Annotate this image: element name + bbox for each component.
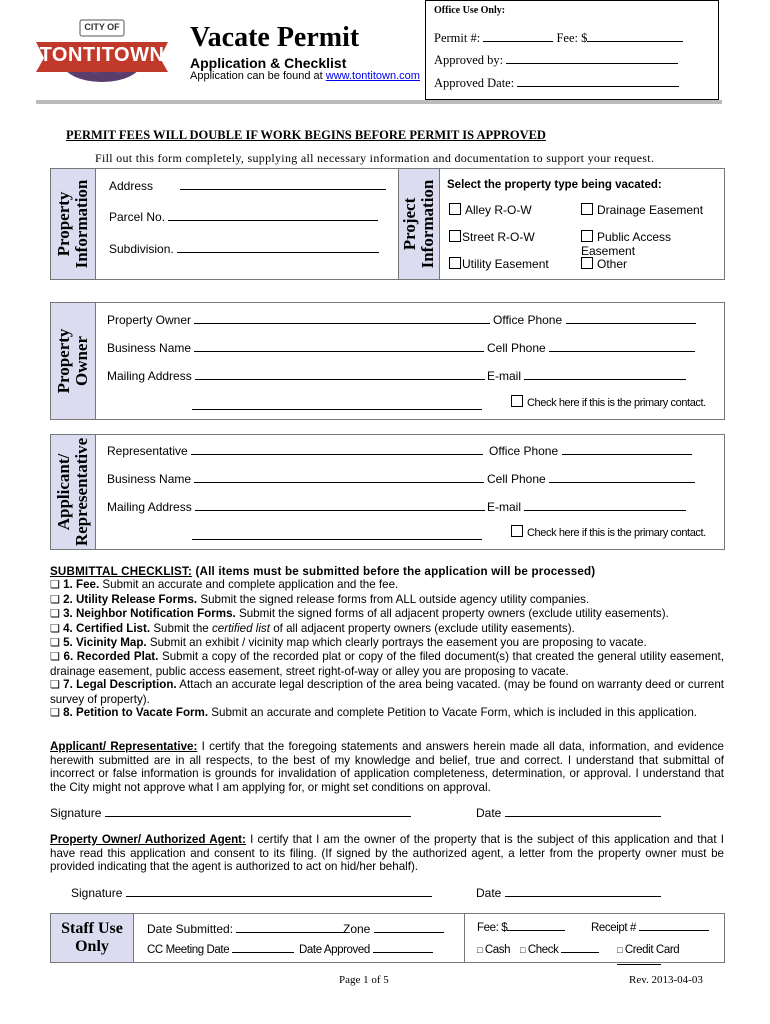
checklist-item-1: ❏ 1. Fee. Submit an accurate and complete application and the fee.	[50, 578, 399, 592]
applicant-label: Applicant/ Representative	[54, 437, 91, 547]
property-info-label: Property Information	[54, 179, 91, 269]
public-access-checkbox[interactable]	[581, 230, 593, 242]
checklist-item-5: ❏ 5. Vicinity Map. Submit an exhibit / vicinity map which clearly portrays the easement you are proposing to vacate.	[50, 636, 647, 650]
checkbox-icon[interactable]: ❏	[50, 637, 60, 650]
checkbox-icon[interactable]: ❏	[50, 593, 60, 606]
page-title: Vacate Permit	[190, 22, 360, 53]
rep-name-field[interactable]	[191, 454, 483, 455]
rep-mailing-line-2[interactable]	[192, 539, 482, 540]
checkbox-icon[interactable]: ❏	[50, 679, 60, 692]
receipt-row: Receipt #	[591, 922, 709, 934]
applicant-signature-row: Signature	[50, 806, 411, 820]
option-utility[interactable]: Utility Easement	[449, 257, 549, 271]
revision-date: Rev. 2013-04-03	[629, 974, 703, 986]
logo-name: TONTITOWN	[39, 44, 165, 66]
owner-signature-row: Signature	[71, 886, 432, 900]
rep-mailing-field[interactable]	[195, 510, 485, 511]
subdivision-row: Subdivision.	[109, 242, 379, 256]
owner-primary-contact[interactable]: Check here if this is the primary contact.	[511, 395, 706, 409]
office-use-box	[425, 0, 719, 100]
date-approved-row: Date Approved	[299, 944, 433, 956]
rep-mailing-row: Mailing Address	[107, 500, 485, 514]
owner-name-row: Property Owner	[107, 313, 490, 327]
permit-row: Permit #: Fee: $	[434, 31, 714, 46]
alley-checkbox[interactable]	[449, 203, 461, 215]
check-number-field[interactable]	[561, 952, 599, 953]
option-public-access[interactable]: Public Access Easement	[581, 230, 672, 258]
staff-fee-row: Fee: $	[477, 922, 565, 934]
property-info-label-cell	[51, 169, 96, 279]
owner-certification: Property Owner/ Authorized Agent: I certify that I am the owner of the property that is the subject of this application and that I have read this application and consent to its filing. (If signed by the authorized agent, a letter from the property owner must be provided indicating that the agent is authorized to act on hid/her behalf).	[50, 833, 724, 873]
property-owner-section	[50, 302, 725, 420]
date-approved-field[interactable]	[373, 952, 433, 953]
rep-email-field[interactable]	[524, 510, 686, 511]
property-project-section	[50, 168, 725, 280]
applicant-signature-field[interactable]	[105, 816, 411, 817]
owner-office-phone-row: Office Phone	[493, 313, 696, 327]
checkbox-icon[interactable]: ❏	[50, 622, 60, 635]
date-submitted-field[interactable]	[236, 932, 346, 933]
rep-primary-contact[interactable]: Check here if this is the primary contact.	[511, 525, 706, 539]
receipt-field[interactable]	[639, 930, 709, 931]
rep-cell-row: Cell Phone	[487, 472, 695, 486]
rep-name-row: Representative	[107, 444, 483, 458]
owner-date-field[interactable]	[505, 896, 661, 897]
option-street[interactable]: Street R-O-W	[449, 230, 535, 244]
checkbox-icon[interactable]: ❏	[50, 707, 60, 720]
staff-use-section	[50, 913, 725, 963]
cc-meeting-field[interactable]	[232, 952, 294, 953]
owner-label-cell	[51, 303, 96, 419]
applicant-date-field[interactable]	[505, 816, 661, 817]
city-logo	[32, 18, 172, 88]
address-field[interactable]	[180, 189, 386, 190]
approved-date-row: Approved Date:	[434, 76, 679, 91]
checkbox-icon[interactable]: ❏	[50, 651, 60, 664]
credit-option[interactable]: □ Credit Card	[617, 944, 724, 968]
property-type-heading: Select the property type being vacated:	[447, 179, 662, 191]
parcel-row: Parcel No.	[109, 210, 378, 224]
approved-date-field[interactable]	[517, 86, 679, 87]
utility-checkbox[interactable]	[449, 257, 461, 269]
owner-office-phone-field[interactable]	[566, 323, 696, 324]
address-row: Address	[109, 179, 386, 193]
approved-by-row: Approved by:	[434, 53, 678, 68]
rep-cell-field[interactable]	[549, 482, 695, 483]
owner-label: Property Owner	[54, 328, 91, 394]
applicant-certification: Applicant/ Representative: I certify that the foregoing statements and answers herein made all data, information, and evidence herewith submitted are in all respects, to the best of my knowledge and belief, true and correct. I understand that submittal of incorrect or false information is grounds for invalidation of application completeness, determination, or approval. I understand that the City might not approve what I am applying for, or might set conditions on approval.	[50, 740, 725, 794]
fee-warning: PERMIT FEES WILL DOUBLE IF WORK BEGINS BEFORE PERMIT IS APPROVED	[66, 128, 546, 142]
check-checkbox-icon[interactable]: □	[520, 945, 526, 955]
option-other[interactable]: Other	[581, 257, 627, 271]
checklist-item-2: ❏ 2. Utility Release Forms. Submit the signed release forms from ALL outside agency utility companies.	[50, 592, 590, 606]
zone-field[interactable]	[374, 932, 444, 933]
checklist-item-6: ❏ 6. Recorded Plat. Submit a copy of the recorded plat or copy of the filed document(s) that created the general utility easement, drainage easement, public access easement, street right-of-way or alley you are proposing to vacate.	[50, 650, 724, 678]
rep-email-row: E-mail	[487, 500, 686, 514]
cash-checkbox-icon[interactable]: □	[477, 945, 483, 955]
project-info-label: Project Information	[400, 179, 437, 269]
owner-signature-field[interactable]	[126, 896, 432, 897]
project-info-label-cell	[398, 169, 440, 279]
applicant-section	[50, 434, 725, 550]
page-subtitle: Application & Checklist	[190, 55, 347, 71]
checklist-item-4: ❏ 4. Certified List. Submit the certified list of all adjacent property owners (exclude utility easements).	[50, 621, 575, 635]
header-divider	[36, 100, 722, 104]
owner-cell-field[interactable]	[549, 351, 695, 352]
credit-field[interactable]	[617, 964, 661, 965]
owner-email-row: E-mail	[487, 369, 686, 383]
checklist-item-7: ❏ 7. Legal Description. Attach an accurate legal description of the area being vacated. (may be found on warranty deed or current survey of property).	[50, 678, 724, 706]
instruction-text: Fill out this form completely, supplying all necessary information and documentation to support your request.	[95, 151, 655, 165]
checkbox-icon[interactable]: ❏	[50, 608, 60, 621]
application-found-text: Application can be found at www.tontitown.com	[190, 70, 420, 82]
staff-fee-field[interactable]	[507, 930, 565, 931]
owner-mailing-row: Mailing Address	[107, 369, 485, 383]
rep-office-phone-field[interactable]	[562, 454, 692, 455]
parcel-field[interactable]	[168, 220, 378, 221]
owner-date-row: Date	[476, 886, 661, 900]
approved-by-field[interactable]	[506, 63, 678, 64]
staff-divider	[464, 914, 465, 962]
check-option[interactable]: □ Check	[520, 944, 599, 956]
owner-name-field[interactable]	[194, 323, 490, 324]
owner-mailing-line-2[interactable]	[192, 409, 482, 410]
street-checkbox[interactable]	[449, 230, 461, 242]
subdivision-field[interactable]	[177, 252, 379, 253]
checkbox-icon[interactable]: ❏	[50, 579, 60, 592]
rep-business-field[interactable]	[194, 482, 484, 483]
checklist-heading: SUBMITTAL CHECKLIST: (All items must be submitted before the application will be processed)	[50, 565, 596, 578]
fee-field[interactable]	[587, 41, 683, 42]
drainage-checkbox[interactable]	[581, 203, 593, 215]
checklist-item-3: ❏ 3. Neighbor Notification Forms. Submit the signed forms of all adjacent property owners (exclude utility easements).	[50, 607, 669, 621]
owner-cell-row: Cell Phone	[487, 341, 695, 355]
owner-business-field[interactable]	[194, 351, 484, 352]
credit-checkbox-icon[interactable]: □	[617, 945, 623, 955]
logo-city-of: CITY OF	[84, 22, 120, 32]
rep-office-phone-row: Office Phone	[489, 444, 692, 458]
option-alley[interactable]: Alley R-O-W	[449, 203, 532, 217]
submittal-checklist	[50, 565, 724, 720]
staff-label-cell: Staff Use Only	[51, 914, 134, 962]
permit-number-field[interactable]	[483, 41, 553, 42]
owner-email-field[interactable]	[524, 379, 686, 380]
checklist-item-8: ❏ 8. Petition to Vacate Form. Submit an accurate and complete Petition to Vacate Form, which is included in this application.	[50, 706, 697, 720]
office-use-title: Office Use Only:	[434, 5, 506, 16]
website-link[interactable]: www.tontitown.com	[325, 70, 420, 82]
cash-option[interactable]: □ Cash	[477, 944, 511, 956]
rep-business-row: Business Name	[107, 472, 484, 486]
owner-business-row: Business Name	[107, 341, 484, 355]
applicant-date-row: Date	[476, 806, 661, 820]
option-drainage[interactable]: Drainage Easement	[581, 203, 703, 217]
zone-row: Zone	[343, 922, 444, 936]
rep-primary-checkbox[interactable]	[511, 525, 523, 537]
owner-primary-checkbox[interactable]	[511, 395, 523, 407]
page-number: Page 1 of 5	[339, 974, 389, 986]
date-submitted-row: Date Submitted:	[147, 922, 346, 936]
other-checkbox[interactable]	[581, 257, 593, 269]
applicant-label-cell	[51, 435, 96, 549]
owner-mailing-field[interactable]	[195, 379, 485, 380]
cc-meeting-row: CC Meeting Date	[147, 944, 294, 956]
